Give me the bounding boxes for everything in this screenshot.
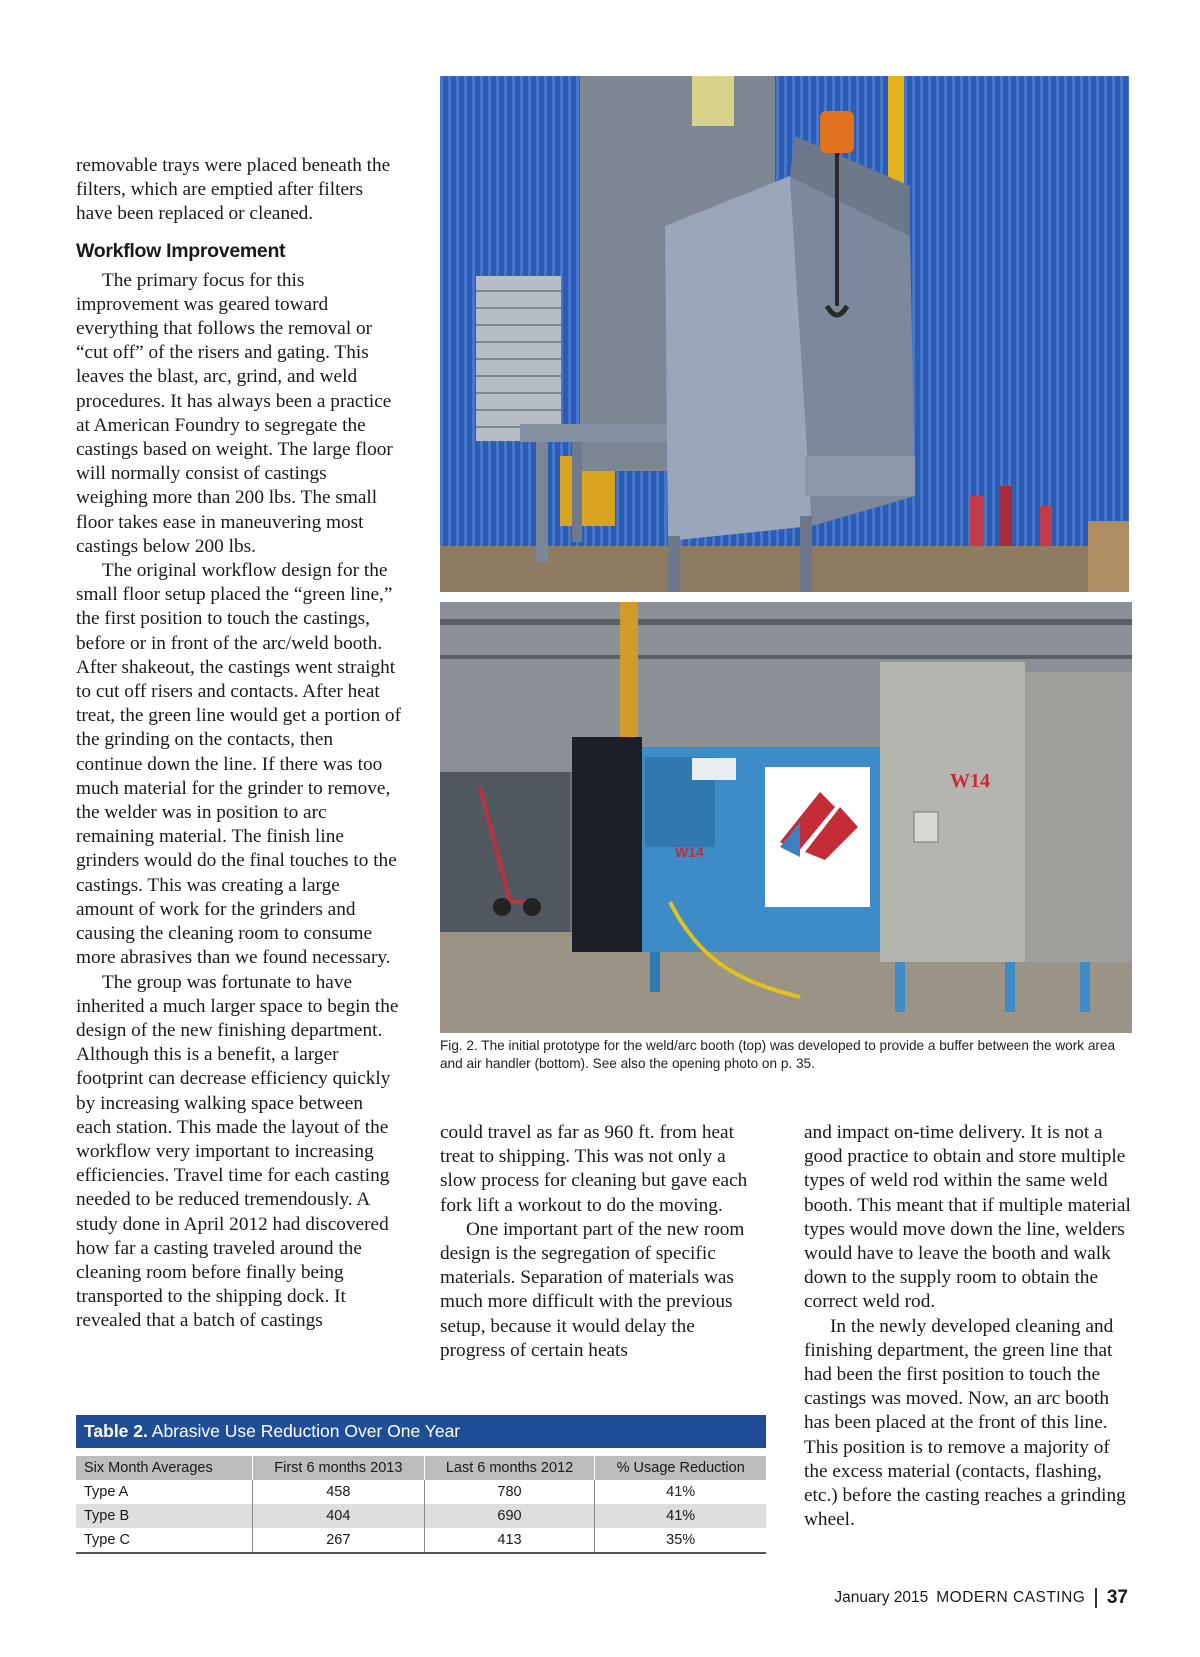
- table-row: [76, 1480, 766, 1504]
- table-cell: Type A: [76, 1480, 253, 1504]
- page-footer: [834, 1587, 1128, 1609]
- table-row: [76, 1528, 766, 1553]
- table-cell: Type C: [76, 1528, 253, 1553]
- body-paragraph: The original workflow design for the small floor setup placed the “green line,” the first position to touch the castings, before or in front of the arc/weld booth. After shakeout, the castings went straight to cut off risers and contacts. After heat treat, the green line would get a portion of the grinding on the contacts, then continue down the line. If there was too much material for the grinder to remove, the welder was in position to arc remaining material. The finish line grinders would do the final touches to the castings. This was creating a large amount of work for the grinders and causing the cleaning room to consume more abrasives than we found necessary.: [76, 560, 401, 969]
- column-header: Last 6 months 2012: [424, 1456, 595, 1480]
- table-cell: Type B: [76, 1504, 253, 1528]
- table-cell: 267: [253, 1528, 425, 1553]
- table-cell: 41%: [666, 1484, 696, 1500]
- table-cell: 690: [424, 1504, 595, 1528]
- body-paragraph: and impact on-time delivery. It is not a good practice to obtain and store multiple types of weld rod within the same weld booth. This meant that if multiple material types would move down the line, welders would have to leave the booth and walk down to the supply room to obtain the correct weld rod.: [804, 1122, 1131, 1313]
- table-cell: 404: [253, 1504, 425, 1528]
- table-cell: 413: [424, 1528, 595, 1553]
- footer-divider: [1095, 1588, 1097, 1608]
- photo-air-handler: [440, 602, 1132, 1033]
- body-paragraph: In the newly developed cleaning and finishing department, the green line that had been the first position to touch the castings was moved. Now, an arc booth has been placed at the front of this line. This position is to remove a majority of the excess material (contacts, flashing, etc.) before the casting reaches a grinding wheel.: [804, 1315, 1126, 1531]
- body-paragraph: One important part of the new room design is the segregation of specific materials. Separation of materials was much more difficult with the previous setup, because it would delay the progress of certain heats: [440, 1218, 745, 1361]
- body-paragraph: The group was fortunate to have inherited a much larger space to begin the design of the new finishing department. Although this is a benefit, a larger footprint can decrease efficiency quickly by increasing walking space between each station. This made the layout of the workflow very important to increasing efficiencies. Travel time for each casting needed to be reduced tremendously. A study done in April 2012 had discovered how far a casting traveled around the cleaning room before finally being transported to the shipping dock. It revealed that a batch of castings: [76, 971, 399, 1332]
- magazine-name: MODERN CASTING: [936, 1589, 1086, 1606]
- body-paragraph: removable trays were placed beneath the filters, which are emptied after filters have been replaced or cleaned.: [76, 155, 391, 225]
- column-header: First 6 months 2013: [253, 1456, 425, 1480]
- figure-caption: Fig. 2. The initial prototype for the weld/arc booth (top) was developed to provide a buffer between the work area and air handler (bottom). See also the opening photo on p. 35.: [440, 1038, 1116, 1071]
- section-heading: Workflow Improvement: [76, 239, 286, 262]
- table-body: [76, 1456, 766, 1554]
- table-cell: 458: [253, 1480, 425, 1504]
- table-cell: 780: [424, 1480, 595, 1504]
- abrasive-use-table: [76, 1415, 766, 1554]
- table-number: Table 2.: [84, 1421, 148, 1441]
- table-row: [76, 1504, 766, 1528]
- middle-column: [440, 1121, 760, 1363]
- table-title-text: Abrasive Use Reduction Over One Year: [147, 1421, 461, 1441]
- left-column: [76, 154, 402, 1334]
- table-cell: 35%: [595, 1528, 766, 1553]
- booth-label: W14: [950, 770, 990, 792]
- column-header: % Usage Reduction: [595, 1456, 766, 1480]
- right-column: [804, 1121, 1134, 1532]
- page-number: 37: [1106, 1587, 1128, 1608]
- photo-prototype-booth: [440, 76, 1129, 592]
- body-paragraph: The primary focus for this improvement was geared toward everything that follows the removal or “cut off” of the risers and gating. This leaves the blast, arc, grind, and weld procedures. It has always been a practice at American Foundry to segregate the castings based on weight. The large floor will normally consist of castings weighing more than 200 lbs. The small floor takes ease in maneuvering most castings below 200 lbs.: [76, 269, 393, 557]
- body-paragraph: could travel as far as 960 ft. from heat treat to shipping. This was not only a slow process for cleaning but gave each fork lift a workout to do the moving.: [440, 1122, 748, 1216]
- table-cell: 41%: [595, 1504, 766, 1528]
- issue-date: January 2015: [834, 1589, 929, 1606]
- table-title: [76, 1415, 766, 1448]
- column-header: Six Month Averages: [76, 1456, 253, 1480]
- table-header-row: [76, 1456, 766, 1480]
- booth-label-small: W14: [675, 844, 704, 860]
